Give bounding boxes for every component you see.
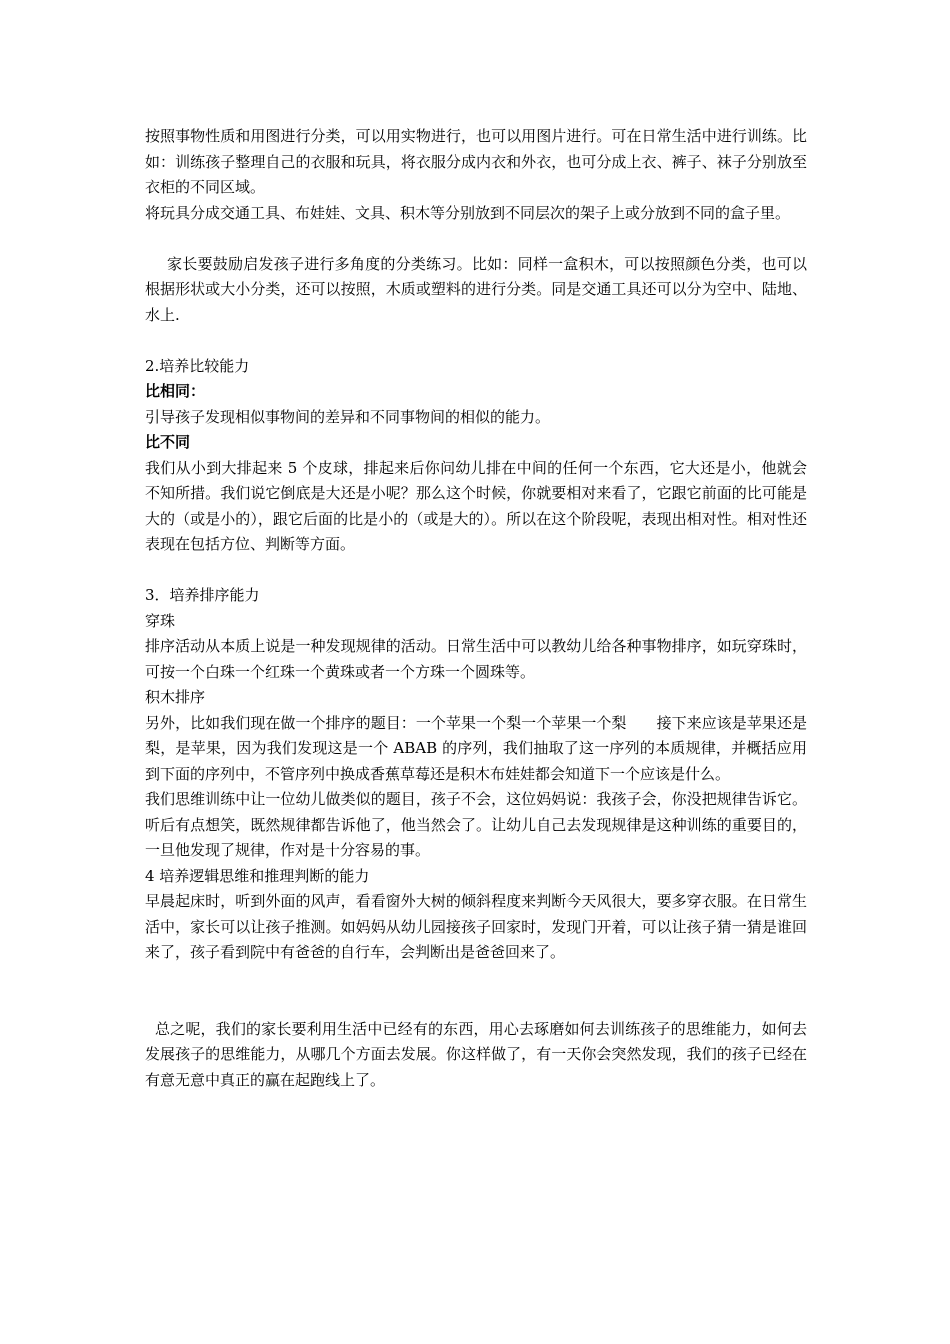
document-body (145, 124, 807, 1093)
compare-different-paragraph: 我们从小到大排起来 5 个皮球，排起来后你问幼儿排在中间的任何一个东西，它大还是小，他就会不知所措。我们说它倒底是大还是小呢？那么这个时候，你就要相对来看了，它跟它前面的比可能是大的（或是小的），跟它后面的比是小的（或是大的）。所以在这个阶段呢，表现出相对性。相对性还表现在包括方位、判断等方面。 (145, 458, 807, 553)
beads-paragraph: 排序活动从本质上说是一种发现规律的活动。日常生活中可以教幼儿给各种事物排序，如玩穿珠时，可按一个白珠一个红珠一个黄珠或者一个方珠一个圆珠等。 (145, 637, 807, 681)
thinking-training-paragraph: 我们思维训练中让一位幼儿做类似的题目，孩子不会，这位妈妈说：我孩子会，你没把规律告诉它。听后有点想笑，既然规律都告诉他了，他当然会了。让幼儿自己去发现规律是这种训练的重要目的，一旦他发现了规律，作对是十分容易的事。 (145, 790, 807, 859)
spacer (145, 226, 807, 252)
subheading-compare-different: 比不同 (145, 433, 191, 451)
compare-same-paragraph: 引导孩子发现相似事物间的差异和不同事物间的相似的能力。 (145, 407, 551, 426)
spacer (145, 558, 807, 584)
spacer (145, 966, 807, 1017)
classification-paragraph-2: 将玩具分成交通工具、布娃娃、文具、积木等分别放到不同层次的架子上或分放到不同的盒子里。 (145, 203, 791, 222)
spacer (145, 328, 807, 354)
section-heading-comparison: 2.培养比较能力 (145, 356, 250, 375)
subheading-beads: 穿珠 (145, 611, 176, 630)
blocks-paragraph: 另外，比如我们现在做一个排序的题目：一个苹果一个梨一个苹果一个梨 接下来应该是苹果还是梨，是苹果，因为我们发现这是一个 ABAB 的序列，我们抽取了这一序列的本质规律，并概括应用到下面的序列中，不管序列中换成香蕉草莓还是积木布娃娃都会知道下一个应该是什么。 (145, 713, 807, 783)
subheading-compare-same: 比相同： (145, 382, 206, 400)
logic-paragraph: 早晨起床时，听到外面的风声，看看窗外大树的倾斜程度来判断今天风很大，要多穿衣服。在日常生活中，家长可以让孩子推测。如妈妈从幼儿园接孩子回家时，发现门开着，可以让孩子猜一猜是谁回来了，孩子看到院中有爸爸的自行车，会判断出是爸爸回来了。 (145, 892, 807, 961)
classification-paragraph-1: 按照事物性质和用图进行分类，可以用实物进行，也可以用图片进行。可在日常生活中进行训练。比如：训练孩子整理自己的衣服和玩具，将衣服分成内衣和外衣，也可分成上衣、裤子、袜子分别放至衣柜的不同区域。 (145, 127, 807, 196)
classification-paragraph-3: 家长要鼓励启发孩子进行多角度的分类练习。比如：同样一盒积木，可以按照颜色分类，也可以根据形状或大小分类，还可以按照，木质或塑料的进行分类。同是交通工具还可以分为空中、陆地、水上. (145, 254, 807, 324)
subheading-blocks-sequencing: 积木排序 (145, 688, 206, 706)
section-heading-sequencing: 3．培养排序能力 (145, 586, 260, 604)
conclusion-paragraph: 总之呢，我们的家长要利用生活中已经有的东西，用心去琢磨如何去训练孩子的思维能力，如何去发展孩子的思维能力，从哪几个方面去发展。你这样做了，有一天你会突然发现，我们的孩子已经在有意无意中真正的赢在起跑线上了。 (145, 1019, 807, 1089)
section-heading-logic: 4 培养逻辑思维和推理判断的能力 (145, 866, 370, 885)
